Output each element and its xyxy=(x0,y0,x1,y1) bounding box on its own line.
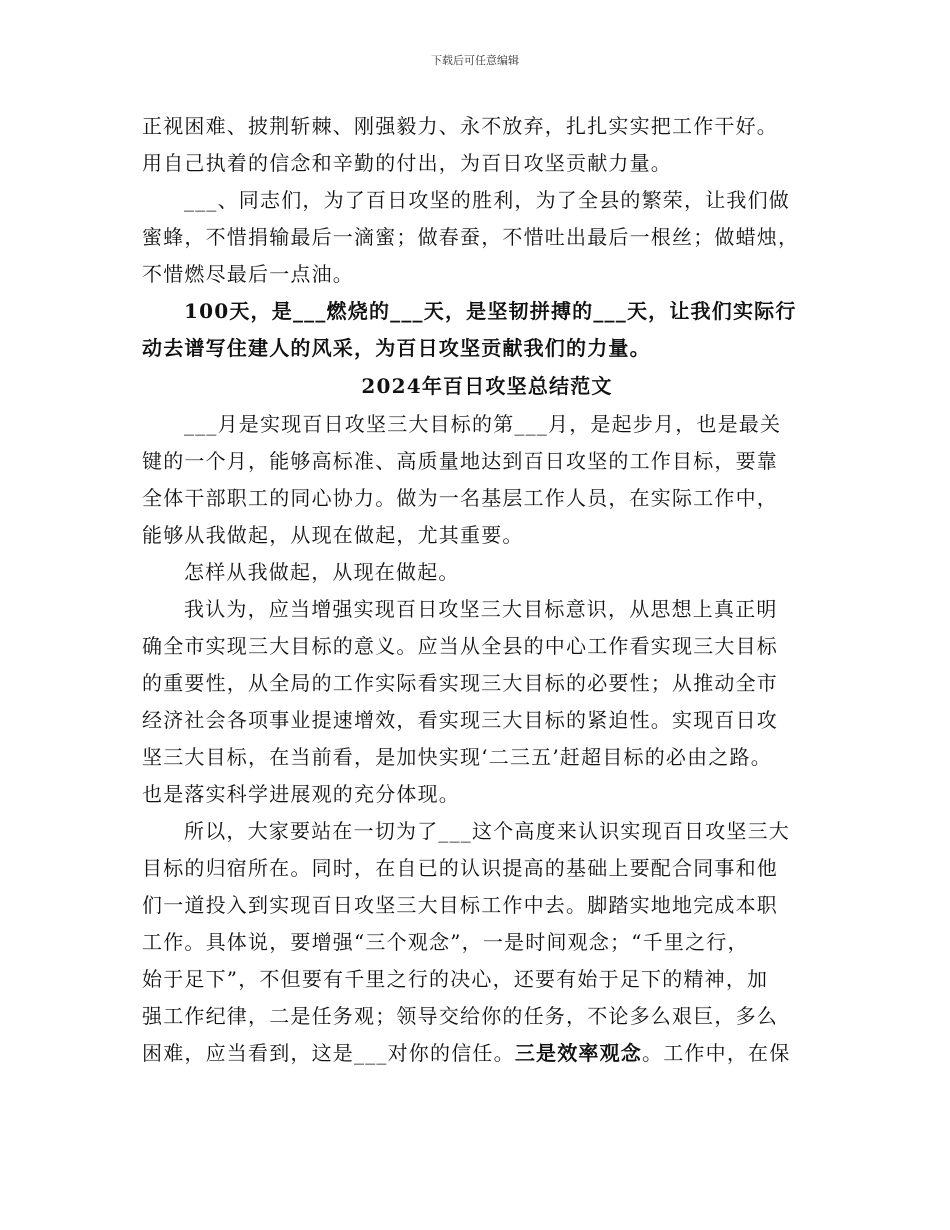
text-line: 键的一个月，能够高标准、高质量地达到百日攻坚的工作目标，要靠 xyxy=(142,449,778,473)
text-line: ___月是实现百日攻坚三大目标的第___月，是起步月，也是最关 xyxy=(184,412,782,436)
text-line: 怎样从我做起，从现在做起。 xyxy=(184,560,460,584)
text-line: 强工作纪律，二是任务观；领导交给你的任务，不论多么艰巨，多么 xyxy=(142,1004,778,1028)
page-header: 下载后可任意编辑 xyxy=(431,54,519,67)
text-line: 全体干部职工的同心协力。做为一名基层工作人员，在实际工作中， xyxy=(142,486,778,510)
text-line: 始于足下”，不但要有千里之行的决心，还要有始于足下的精神，加 xyxy=(142,967,769,991)
text-line: ___、同志们，为了百日攻坚的胜利，为了全县的繁荣，让我们做 xyxy=(184,188,790,212)
text-line: 能够从我做起，从现在做起，尤其重要。 xyxy=(142,523,524,547)
bold-text-line: 100天，是___燃烧的___天，是坚韧拼搏的___天，让我们实际行 xyxy=(184,299,797,323)
text-line: 工作。具体说，要增强“三个观念”，一是时间观念；“千里之行， xyxy=(142,930,749,954)
text-segment: 。工作中，在保 xyxy=(642,1041,791,1065)
text-line: 不惜燃尽最后一点油。 xyxy=(142,262,354,286)
text-line: 正视困难、披荆斩棘、刚强毅力、永不放弃，扎扎实实把工作干好。 xyxy=(142,114,778,138)
text-line: 用自己执着的信念和辛勤的付出，为百日攻坚贡献力量。 xyxy=(142,151,672,175)
text-line: 坚三大目标，在当前看，是加快实现‘二三五’赶超目标的必由之路。 xyxy=(142,745,772,769)
text-line: 目标的归宿所在。同时，在自已的认识提高的基础上要配合同事和他 xyxy=(142,856,778,880)
text-segment: 困难，应当看到，这是___对你的信任。 xyxy=(142,1041,515,1065)
text-line: 确全市实现三大目标的意义。应当从全县的中心工作看实现三大目标 xyxy=(142,634,778,658)
text-line: 的重要性，从全局的工作实际看实现三大目标的必要性；从推动全市 xyxy=(142,671,778,695)
text-line: 我认为，应当增强实现百日攻坚三大目标意识，从思想上真正明 xyxy=(184,597,778,621)
bold-text-segment: 三是效率观念 xyxy=(514,1041,643,1065)
text-line: 经济社会各项事业提速增效，看实现三大目标的紧迫性。实现百日攻 xyxy=(142,708,778,732)
document-body xyxy=(142,108,832,1072)
text-line: 也是落实科学进展观的充分体现。 xyxy=(142,782,460,806)
text-line: 所以，大家要站在一切为了___这个高度来认识实现百日攻坚三大 xyxy=(184,819,790,843)
bold-text-line: 动去谱写住建人的风采，为百日攻坚贡献我们的力量。 xyxy=(142,336,651,360)
text-line: 们一道投入到实现百日攻坚三大目标工作中去。脚踏实地地完成本职 xyxy=(142,893,778,917)
text-line-mixed xyxy=(142,1035,832,1072)
document-title: 2024年百日攻坚总结范文 xyxy=(361,374,613,398)
text-line: 蜜蜂，不惜捐输最后一滴蜜；做春蚕，不惜吐出最后一根丝；做蜡烛， xyxy=(142,225,800,249)
